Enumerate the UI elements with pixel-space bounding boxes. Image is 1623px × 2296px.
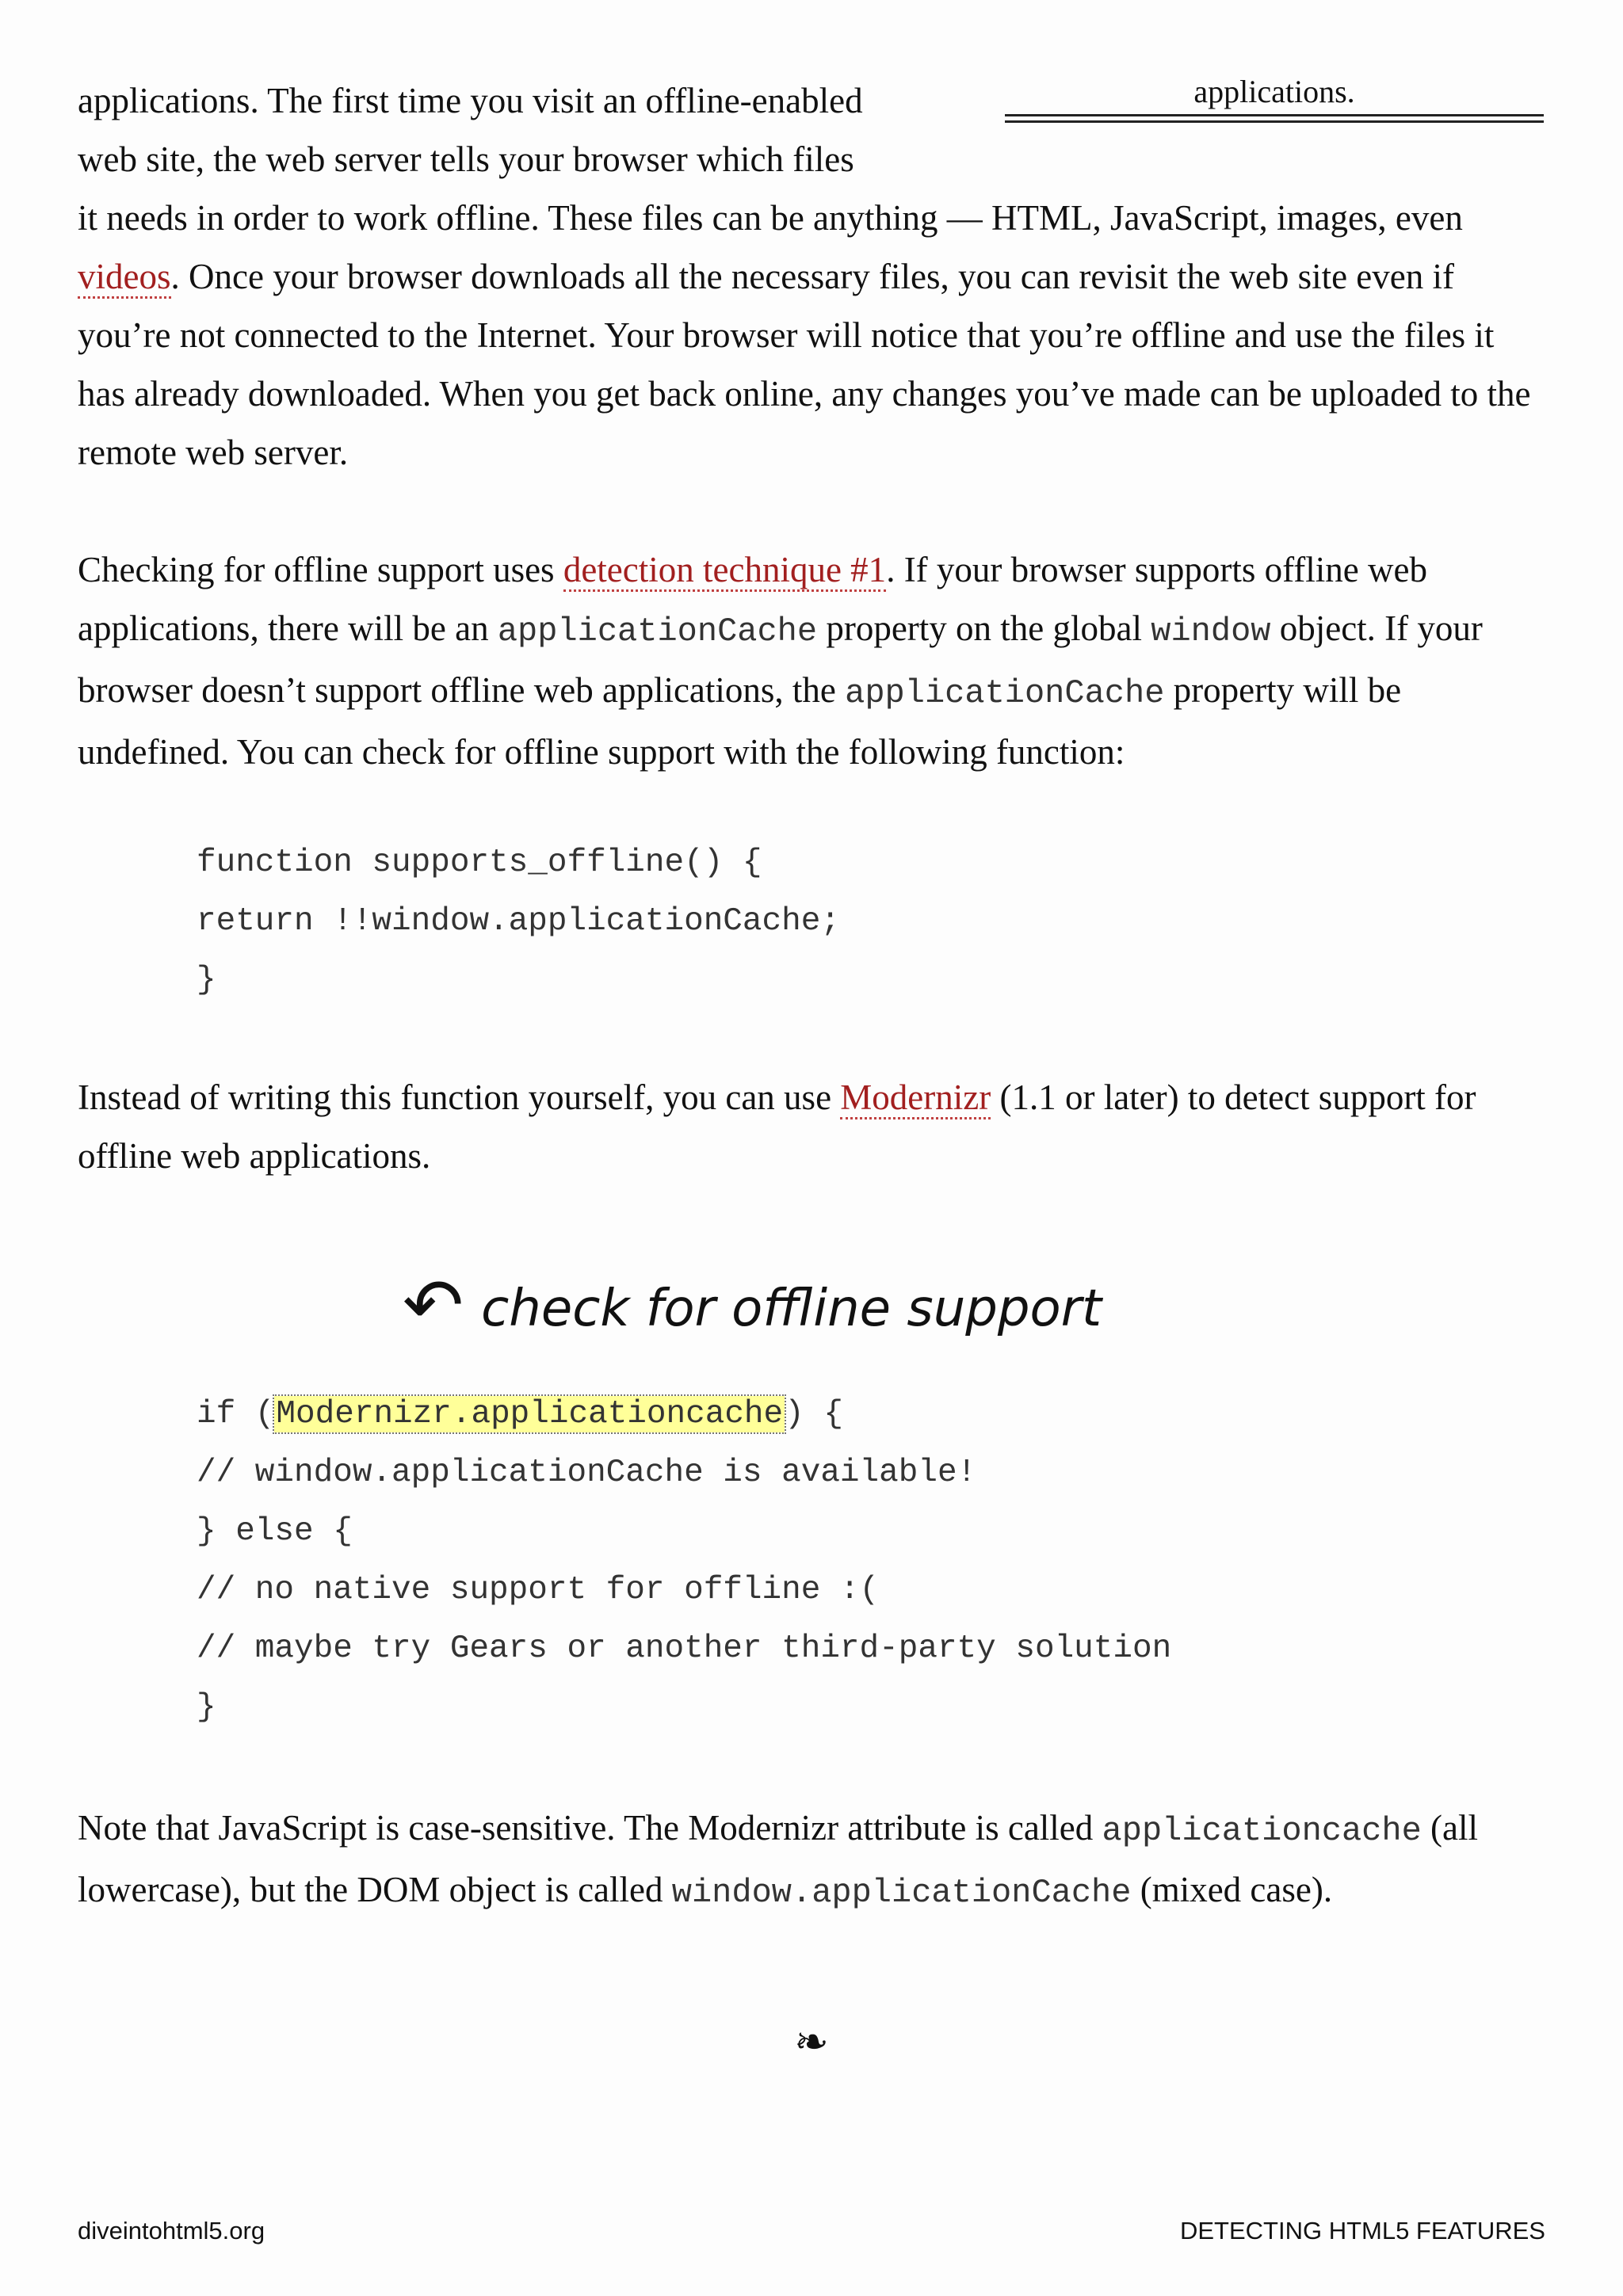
checking-paragraph — [78, 540, 1545, 781]
inline-code-window: window — [1151, 612, 1271, 650]
code-line: function supports_offline() { — [197, 845, 762, 881]
code-line: } — [197, 962, 216, 998]
instead-text-2: (1.1 or later) to detect support for offline web applications. — [78, 1077, 1476, 1176]
detection-technique-link[interactable]: detection technique #1 — [563, 550, 886, 592]
fleuron-ornament-icon: ❧ — [794, 2019, 829, 2066]
callout-text: check for offline support — [481, 1280, 1102, 1338]
intro-text-a: it needs in order to work offline. These files can be anything — HTML, JavaScript, images, even — [78, 198, 1463, 238]
note-text-2: (all lowercase), but the DOM object is called — [78, 1808, 1479, 1909]
code-line: return !!window.applicationCache; — [197, 903, 840, 940]
checking-text-2: . If your browser supports offline web applications, there will be an — [78, 550, 1427, 648]
code-fragment: if ( — [197, 1396, 275, 1432]
inline-code-applicationcache-2: applicationCache — [845, 674, 1165, 712]
note-text-3: (mixed case). — [1131, 1870, 1333, 1909]
intro-line-1: applications. The first time you visit an offline-enabled — [78, 81, 863, 120]
inline-code-applicationcache-lower: applicationcache — [1102, 1812, 1422, 1850]
note-text-1: Note that JavaScript is case-sensitive. The Modernizr attribute is called — [78, 1808, 1102, 1848]
curved-arrow-icon: ↶ — [403, 1263, 464, 1348]
code-line: // window.applicationCache is available! — [197, 1455, 977, 1491]
code-line: // no native support for offline :( — [197, 1572, 880, 1608]
code-line: } — [197, 1689, 216, 1726]
highlighted-code: Modernizr.applicationcache — [276, 1396, 784, 1432]
footer-chapter: DETECTING HTML5 FEATURES — [1179, 2217, 1545, 2245]
modernizr-link[interactable]: Modernizr — [840, 1077, 991, 1119]
note-paragraph — [78, 1798, 1545, 1922]
instead-text-1: Instead of writing this function yourself, you can use — [78, 1077, 841, 1117]
intro-line-2: web site, the web server tells your browser which files — [78, 139, 854, 179]
inline-code-applicationcache: applicationCache — [497, 612, 818, 650]
checking-text-1: Checking for offline support uses — [78, 550, 563, 589]
intro-text-b: . Once your browser downloads all the necessary files, you can revisit the web site even if you’re not connected to the Internet. Your browser will notice that you’re offline and use the files it has already downloaded. When you get back online, any changes you’ve made can be uploaded to the remote web server. — [78, 257, 1531, 472]
aside-label: applications. — [1193, 74, 1355, 109]
code-fragment: ) { — [785, 1396, 843, 1432]
checking-text-5: property will be undefined. You can check for offline support with the following function: — [78, 670, 1402, 772]
code-line: // maybe try Gears or another third-party solution — [197, 1630, 1172, 1667]
checking-text-3: property on the global — [817, 608, 1151, 648]
code-block-modernizr — [197, 1385, 1171, 1737]
footer-site: diveintohtml5.org — [78, 2217, 265, 2245]
code-line: } else { — [197, 1513, 353, 1550]
checking-text-4: object. If your browser doesn’t support offline web applications, the — [78, 608, 1483, 710]
code-line — [197, 1385, 1171, 1444]
inline-code-window-applicationcache: window.applicationCache — [671, 1874, 1132, 1912]
intro-paragraph — [78, 71, 1545, 482]
code-callout — [403, 1263, 1102, 1348]
videos-link[interactable]: videos — [78, 257, 171, 299]
code-block-supports-offline — [197, 833, 840, 1009]
intro-body — [78, 189, 1545, 482]
instead-paragraph — [78, 1068, 1545, 1185]
